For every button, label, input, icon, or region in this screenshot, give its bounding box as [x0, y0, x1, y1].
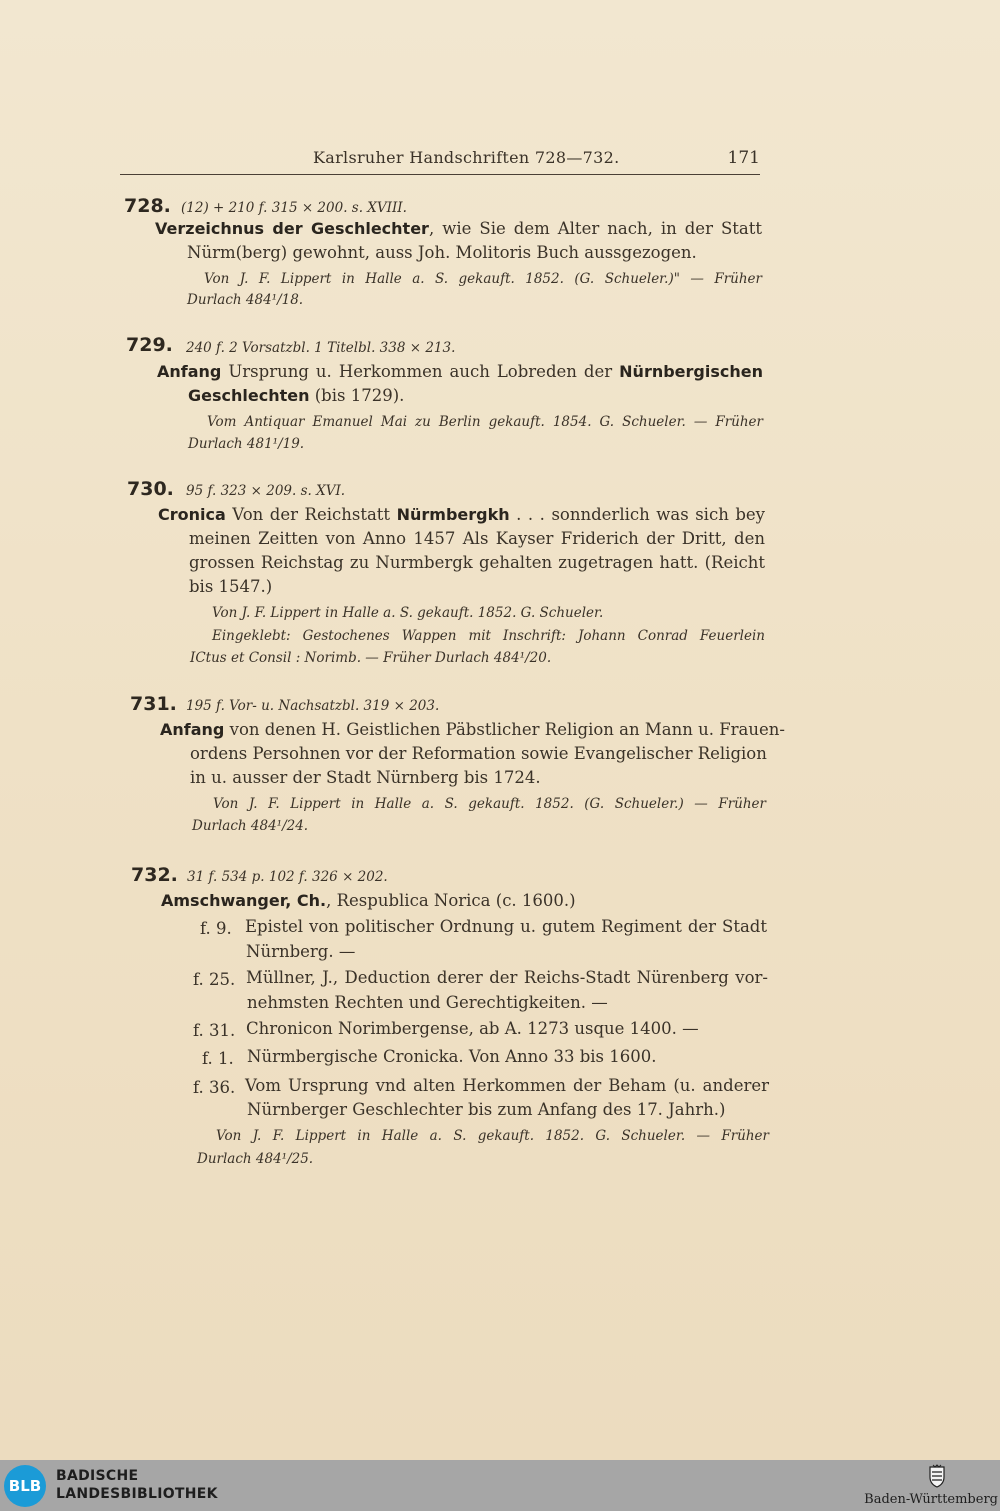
entry-source: Von J. F. Lippert in Halle a. S. gekauft. 1852. (G. Schueler.) — Früher — [213, 796, 766, 812]
entry-text: . . . sonnderlich was sich bey — [509, 505, 766, 524]
entry-line: Nürm(berg) gewohnt, auss Joh. Molitoris Buch aussgezogen. — [187, 243, 697, 262]
entry-keyword: Nürnbergischen — [619, 362, 763, 381]
entry-source: Eingeklebt: Gestochenes Wappen mit Inschrift: Johann Conrad Feuerlein — [212, 628, 765, 644]
item-line: Chronicon Norimbergense, ab A. 1273 usque 1400. — — [246, 1019, 699, 1038]
entry-number: 729. — [126, 334, 173, 356]
header-title: Karlsruher Handschriften 728—732. — [313, 148, 620, 167]
entry-text: Ursprung u. Herkommen auch Lobreden der — [221, 362, 620, 381]
folio-number: f. 1. — [202, 1049, 234, 1068]
library-name-line2: LANDESBIBLIOTHEK — [56, 1486, 218, 1502]
entry-source: Durlach 484¹/24. — [192, 818, 309, 834]
entry-source: Von J. F. Lippert in Halle a. S. gekauft. 1852. (G. Schueler.)" — Früher — [204, 271, 762, 287]
entry-keyword: Amschwanger, Ch. — [161, 891, 327, 910]
entry-number: 731. — [130, 693, 177, 715]
entry-source: Vom Antiquar Emanuel Mai zu Berlin gekauft. 1854. G. Schueler. — Früher — [207, 414, 763, 430]
entry-source: Von J. F. Lippert in Halle a. S. gekauft. 1852. G. Schueler. — [212, 605, 604, 621]
entry-text: von denen H. Geistlichen Päbstlicher Religion an Mann u. Frauen- — [224, 720, 785, 739]
coat-of-arms-icon — [928, 1464, 946, 1488]
item-line: Müllner, J., Deduction derer der Reichs-Stadt Nürenberg vor- — [246, 968, 768, 987]
state-name[interactable]: Baden-Württemberg — [864, 1492, 998, 1507]
entry-meta: 240 f. 2 Vorsatzbl. 1 Titelbl. 338 ⨯ 213. — [186, 340, 456, 356]
entry-line — [161, 891, 576, 911]
entry-source: Durlach 481¹/19. — [188, 436, 305, 452]
item-line: nehmsten Rechten und Gerechtigkeiten. — — [247, 993, 608, 1012]
blb-logo[interactable]: BLB — [4, 1465, 46, 1507]
folio-number: f. 31. — [193, 1021, 236, 1040]
entry-number: 728. — [124, 195, 171, 217]
item-line: Nürnberg. — — [246, 942, 356, 961]
item-line: Nürmbergische Cronicka. Von Anno 33 bis 1600. — [247, 1047, 657, 1066]
entry-meta: 31 f. 534 p. 102 f. 326 ⨯ 202. — [187, 869, 388, 885]
entry-keyword: Anfang — [160, 720, 225, 739]
entry-line — [155, 219, 762, 239]
entry-line — [157, 362, 763, 382]
entry-text: , wie Sie dem Alter nach, in der Statt — [428, 219, 763, 238]
item-line: Nürnberger Geschlechter bis zum Anfang des 17. Jahrh.) — [247, 1100, 726, 1119]
item-line: Epistel von politischer Ordnung u. gutem Regiment der Stadt — [245, 917, 767, 936]
entry-line: bis 1547.) — [189, 577, 273, 596]
entry-number: 730. — [127, 478, 174, 500]
item-line: Vom Ursprung vnd alten Herkommen der Beham (u. anderer — [245, 1076, 769, 1095]
entry-source: Durlach 484¹/18. — [187, 292, 304, 308]
entry-line: ordens Persohnen vor der Reformation sowie Evangelischer Religion — [190, 744, 767, 763]
entry-line: grossen Reichstag zu Nurmbergk gehalten zugetragen hatt. (Reicht — [189, 553, 765, 572]
entry-meta: 95 f. 323 ⨯ 209. s. XVI. — [186, 483, 346, 499]
entry-keyword: Verzeichnus der Geschlechter — [155, 219, 429, 238]
entry-keyword: Cronica — [158, 505, 226, 524]
entry-line: in u. ausser der Stadt Nürnberg bis 1724. — [190, 768, 541, 787]
footer-bar — [0, 1460, 1000, 1511]
entry-line — [160, 720, 785, 740]
entry-line — [158, 505, 765, 525]
entry-keyword: Geschlechten — [188, 386, 310, 405]
entry-text: (bis 1729). — [309, 386, 405, 405]
folio-number: f. 36. — [193, 1078, 236, 1097]
page-number: 171 — [727, 148, 760, 168]
entry-number: 732. — [131, 864, 178, 886]
entry-source: Von J. F. Lippert in Halle a. S. gekauft. 1852. G. Schueler. — Früher — [216, 1128, 769, 1144]
entry-line: meinen Zeitten von Anno 1457 Als Kayser Friderich der Dritt, den — [189, 529, 765, 548]
entry-meta: 195 f. Vor- u. Nachsatzbl. 319 ⨯ 203. — [186, 698, 440, 714]
entry-text: Von der Reichstatt — [225, 505, 397, 524]
entry-source: ICtus et Consil : Norimb. — Früher Durlach 484¹/20. — [190, 650, 552, 666]
folio-number: f. 25. — [193, 970, 236, 989]
folio-number: f. 9. — [200, 919, 232, 938]
entry-text: , Respublica Norica (c. 1600.) — [326, 891, 576, 910]
entry-keyword: Nürmbergkh — [396, 505, 510, 524]
entry-keyword: Anfang — [157, 362, 222, 381]
entry-line — [188, 386, 404, 406]
running-header — [120, 146, 760, 175]
library-name-line1: BADISCHE — [56, 1468, 139, 1484]
entry-meta: (12) + 210 f. 315 ⨯ 200. s. XVIII. — [181, 200, 407, 216]
entry-source: Durlach 484¹/25. — [197, 1151, 314, 1167]
